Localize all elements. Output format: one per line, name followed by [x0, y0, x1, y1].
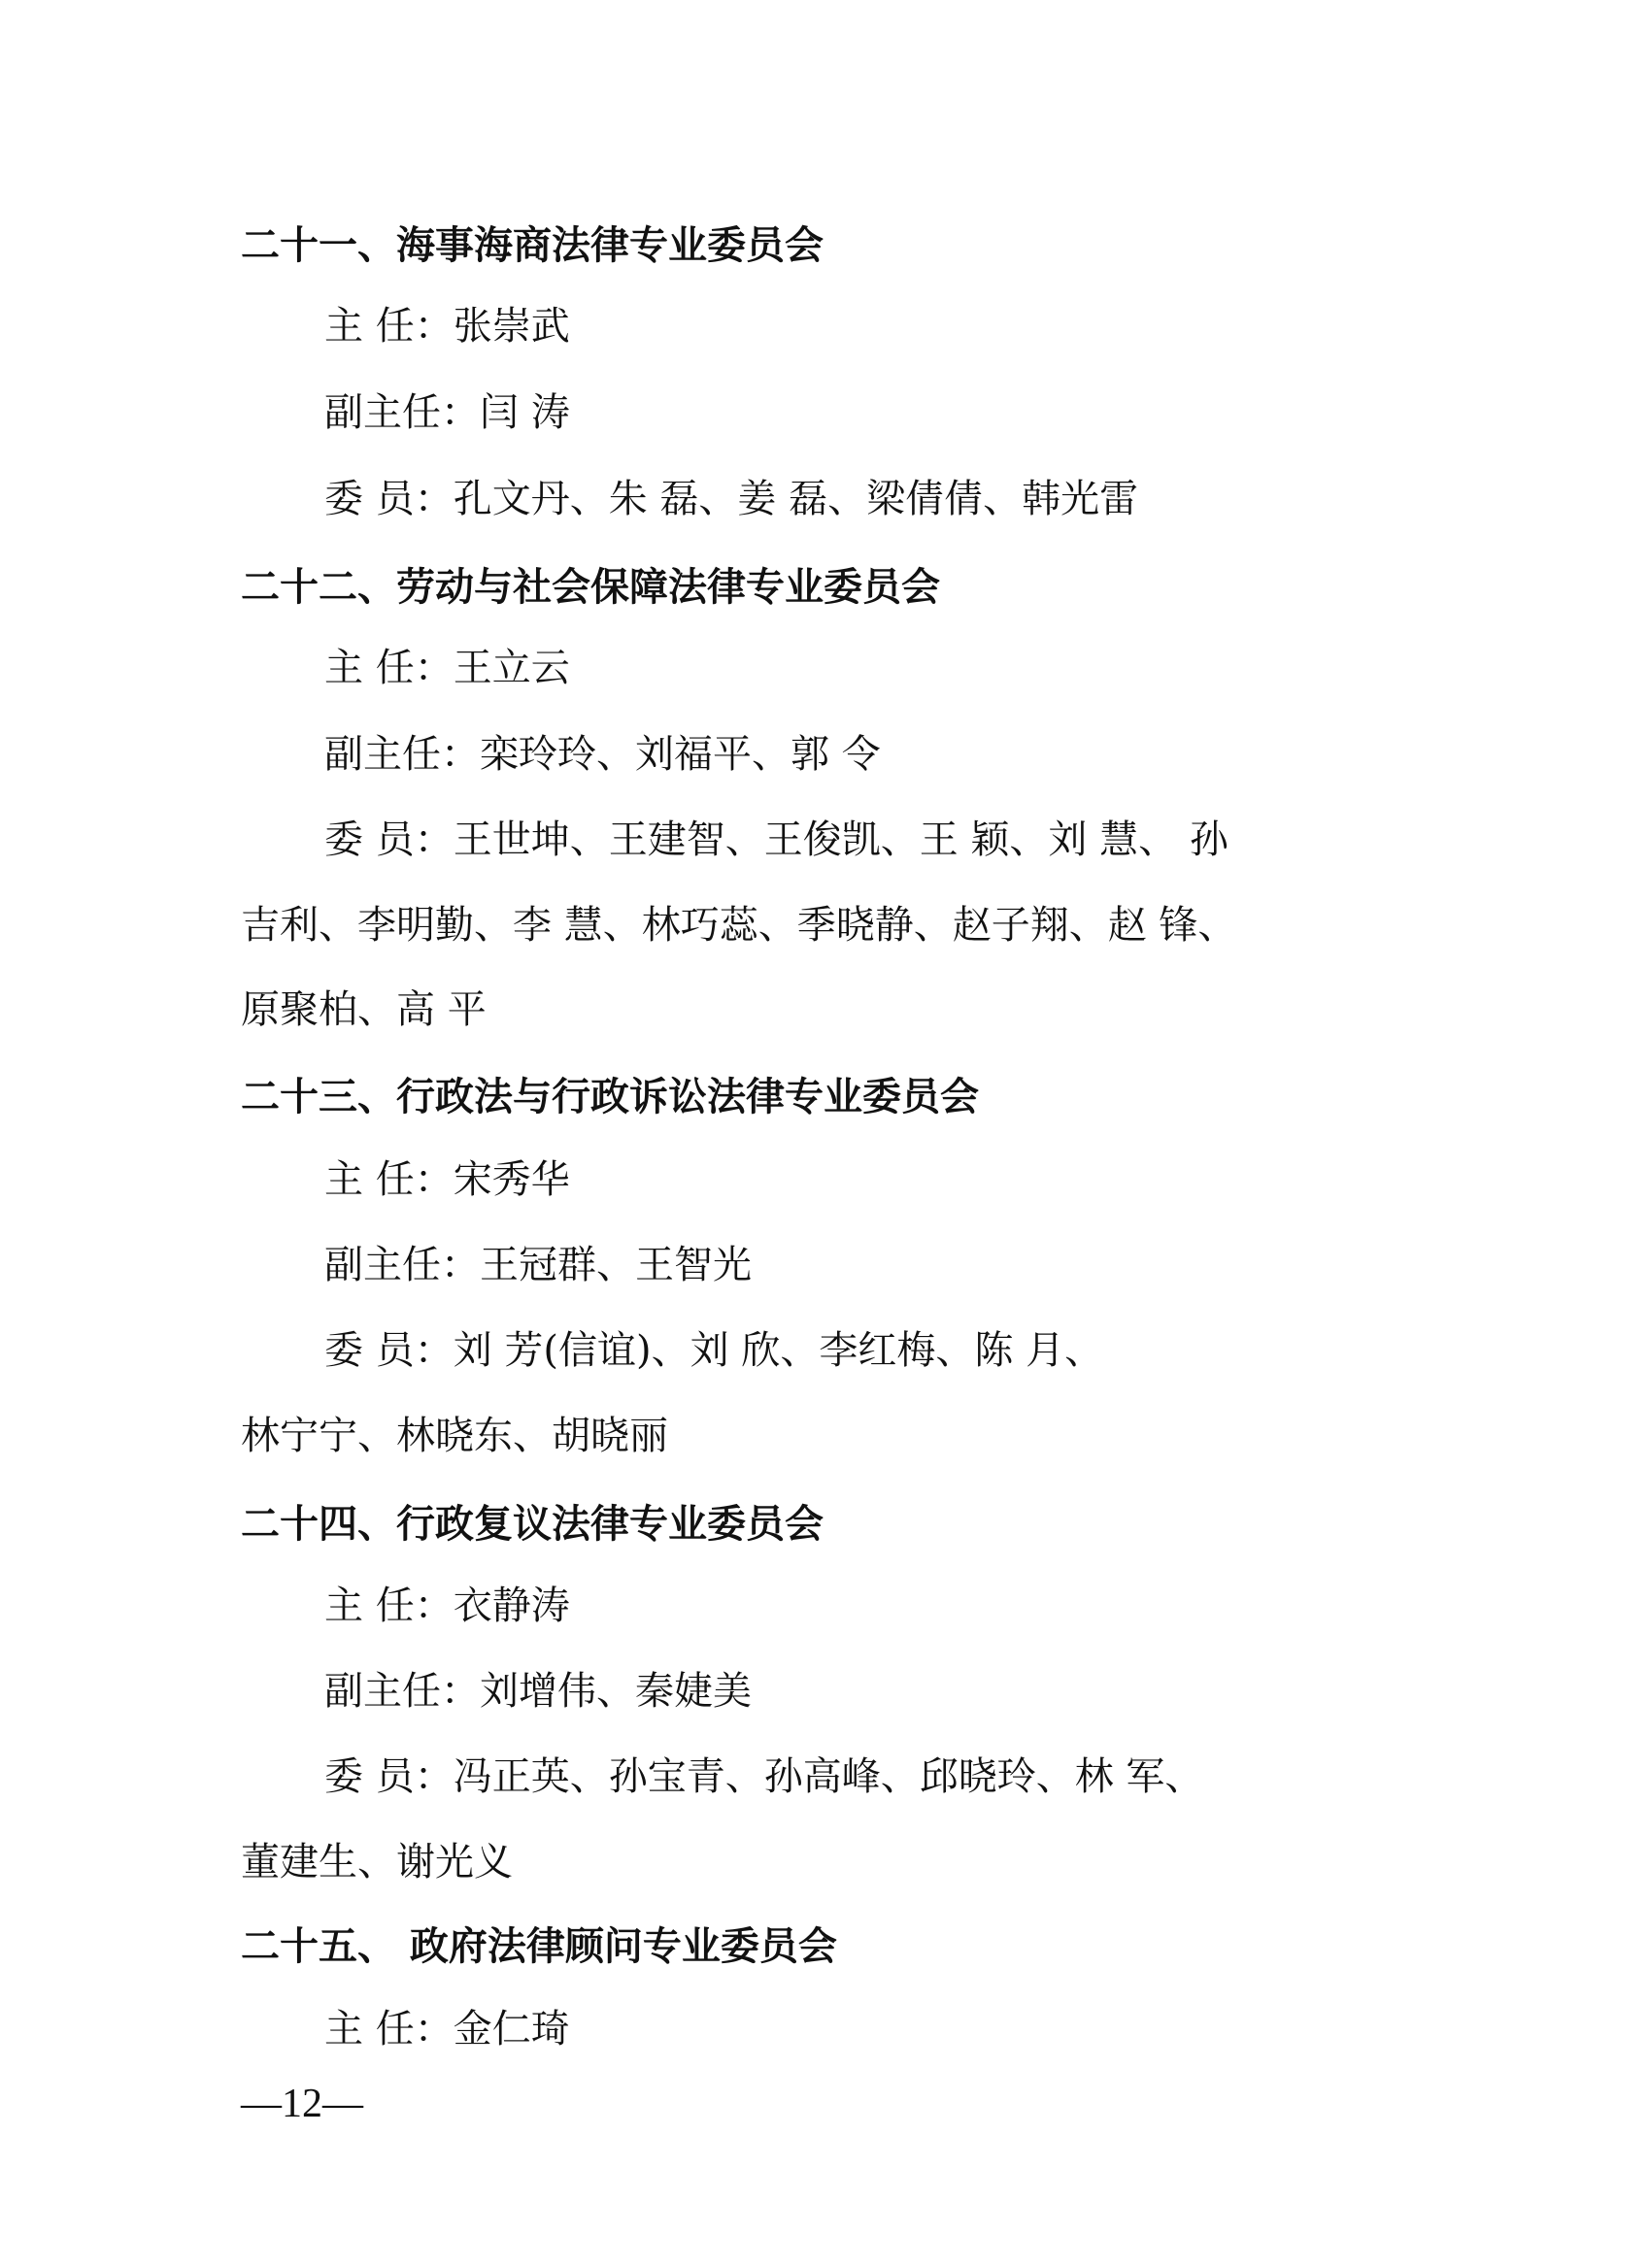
section-heading-22: 二十二、劳动与社会保障法律专业委员会 — [241, 565, 940, 610]
section-heading-23: 二十三、行政法与行政诉讼法律专业委员会 — [241, 1075, 979, 1119]
page-number: —12— — [241, 2082, 363, 2126]
section-heading-21: 二十一、海事海商法律专业委员会 — [241, 223, 824, 268]
director-line-25: 主 任：金仁琦 — [324, 2007, 570, 2051]
deputy-director-line-21: 副主任：闫 涛 — [324, 390, 570, 435]
deputy-director-line-24: 副主任：刘增伟、秦婕美 — [324, 1669, 752, 1714]
members-line-23-1: 委 员：刘 芳(信谊)、刘 欣、李红梅、陈 月、 — [324, 1328, 1104, 1373]
director-line-24: 主 任：衣静涛 — [324, 1584, 570, 1628]
deputy-director-line-23: 副主任：王冠群、王智光 — [324, 1243, 752, 1287]
members-line-24-2: 董建生、谢光义 — [241, 1840, 513, 1884]
section-heading-25: 二十五、 政府法律顾问专业委员会 — [241, 1924, 837, 1969]
director-line-21: 主 任：张崇武 — [324, 304, 570, 349]
members-line-24-1: 委 员：冯正英、孙宝青、孙高峰、邱晓玲、林 军、 — [324, 1754, 1204, 1799]
director-line-22: 主 任：王立云 — [324, 646, 570, 690]
members-line-23-2: 林宁宁、林晓东、胡晓丽 — [241, 1414, 668, 1458]
director-line-23: 主 任：宋秀华 — [324, 1157, 570, 1202]
section-heading-24: 二十四、行政复议法律专业委员会 — [241, 1502, 824, 1547]
members-line-22-3: 原聚柏、高 平 — [241, 987, 487, 1032]
members-line-22-1: 委 员：王世坤、王建智、王俊凯、王 颖、刘 慧、 孙 — [324, 817, 1228, 862]
members-line-22-2: 吉利、李明勤、李 慧、林巧蕊、季晓静、赵子翔、赵 锋、 — [241, 903, 1237, 948]
deputy-director-line-22: 副主任：栾玲玲、刘福平、郭 令 — [324, 732, 881, 777]
members-line-21: 委 员：孔文丹、朱 磊、姜 磊、梁倩倩、韩光雷 — [324, 477, 1139, 521]
